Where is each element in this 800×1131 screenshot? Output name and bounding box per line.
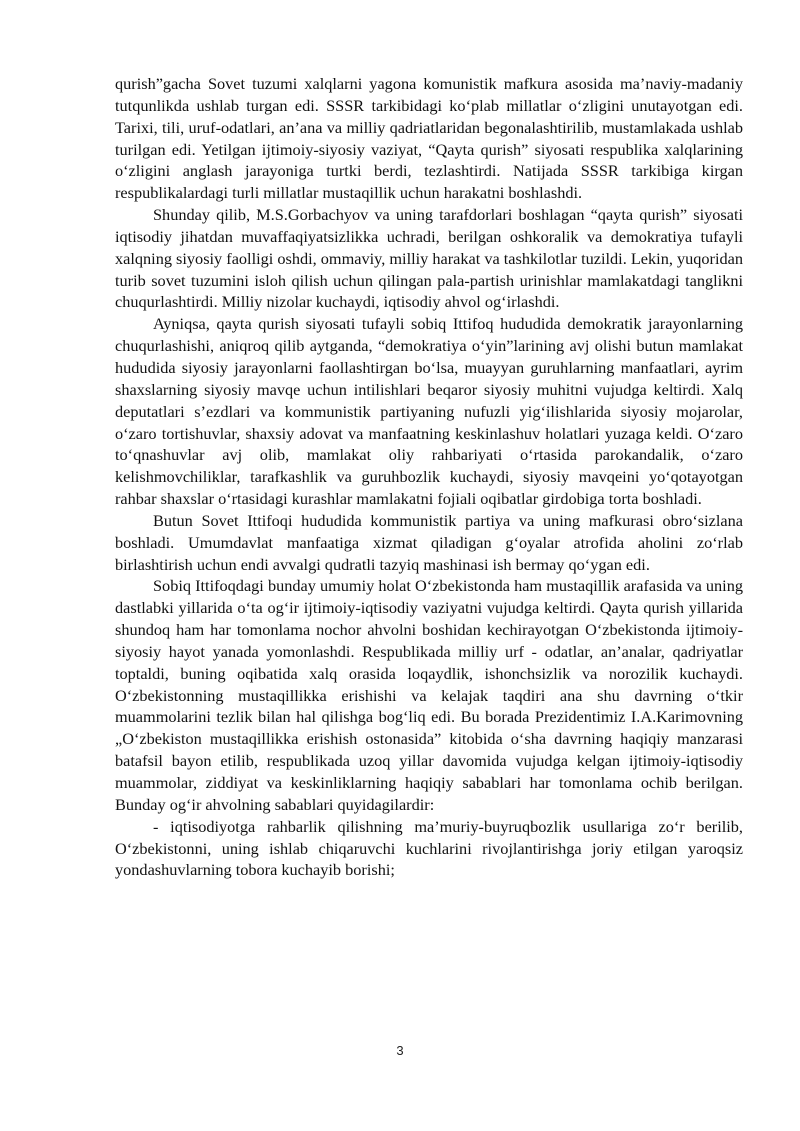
document-body (115, 73, 743, 881)
paragraph-2: Shunday qilib, M.S.Gorbachyov va uning tarafdorlari boshlagan “qayta qurish” siyosati iqtisodiy jihatdan muvaffaqiyatsizlikka uchradi, berilgan oshkoralik va demokratiya tufayli xalqning siyosiy faolligi oshdi, ommaviy, milliy harakat va tashkilotlar tuzildi. Lekin, yuqoridan turib sovet tuzumini isloh qilish uchun qilingan pala-partish urinishlar mamlakatdagi tanglikni chuqurlashtirdi. Milliy nizolar kuchaydi, iqtisodiy ahvol og‘irlashdi. (115, 205, 743, 312)
paragraph-6: - iqtisodiyotga rahbarlik qilishning ma’muriy-buyruqbozlik usullariga zo‘r berilib, O‘zbekistonni, uning ishlab chiqaruvchi kuchlarini rivojlantirishga joriy etilgan yaroqsiz yondashuvlarning tobora kuchayib borishi; (115, 816, 743, 880)
page-number: 3 (396, 1043, 404, 1058)
paragraph-3: Ayniqsa, qayta qurish siyosati tufayli sobiq Ittifoq hududida demokratik jarayonlarning chuqurlashishi, aniqroq qilib aytganda, “demokratiya o‘yin”larining avj olishi butun mamlakat hududida siyosiy jarayonlarni faollashtirgan bo‘lsa, muayyan guruhlarning manfaatlari, ayrim shaxslarning siyosiy mavqe uchun intilishlari beqaror siyosiy muhitni vujudga keltirdi. Xalq deputatlari s’ezdlari va kommunistik partiyaning nufuzli yig‘ilishlarida siyosiy mojarolar, o‘zaro tortishuvlar, shaxsiy adovat va manfaatning keskinlashuv holatlari yuzaga keldi. O‘zaro to‘qnashuvlar avj olib, mamlakat oliy rahbariyati o‘rtasida parokandalik, o‘zaro kelishmovchiliklar, tarafkashlik va guruhbozlik kuchaydi, siyosiy mavqeini yo‘qotayotgan rahbar shaxslar o‘rtasidagi kurashlar mamlakatni fojiali oqibatlar girdobiga torta boshladi. (115, 314, 743, 509)
paragraph-5: Sobiq Ittifoqdagi bunday umumiy holat O‘zbekistonda ham mustaqillik arafasida va uning dastlabki yillarida o‘ta og‘ir ijtimoiy-iqtisodiy vaziyatni vujudga keltirdi. Qayta qurish yillarida shundoq ham har tomonlama nochor ahvolni boshidan kechirayotgan O‘zbekistonda ijtimoiy-siyosiy hayot yanada yomonlashdi. Respublikada milliy urf - odatlar, an’analar, qadriyatlar toptaldi, buning oqibatida xalq orasida loqaydlik, ishonchsizlik va norozilik kuchaydi. O‘zbekistonning mustaqillikka erishishi va kelajak taqdiri ana shu davrning o‘tkir muammolarini tezlik bilan hal qilishga bog‘liq edi. Bu borada Prezidentimiz I.A.Karimovning „O‘zbekiston mustaqillikka erishish ostonasida” kitobida o‘sha davrning haqiqiy manzarasi batafsil bayon etilib, respublikada uzoq yillar davomida vujudga kelgan ijtimoiy-iqtisodiy muammolar, ziddiyat va keskinliklarning haqiqiy sabablari har tomonlama ochib berilgan. Bunday og‘ir ahvolning sabablari quyidagilardir: (115, 576, 743, 814)
paragraph-1: qurish”gacha Sovet tuzumi xalqlarni yagona komunistik mafkura asosida ma’naviy-madaniy tutqunlikda ushlab turgan edi. SSSR tarkibidagi ko‘plab millatlar o‘zligini unutayotgan edi. Tarixi, tili, uruf-odatlari, an’ana va milliy qadriatlaridan begonalashtirilib, mustamlakada ushlab turilgan edi. Yetilgan ijtimoiy-siyosiy vaziyat, “Qayta qurish” siyosati respublika xalqlarining o‘zligini anglash jarayoniga turtki berdi, tezlashtirdi. Natijada SSSR tarkibiga kirgan respublikalardagi turli millatlar mustaqillik uchun harakatni boshlashdi. (115, 74, 743, 203)
paragraph-4: Butun Sovet Ittifoqi hududida kommunistik partiya va uning mafkurasi obro‘sizlana boshladi. Umumdavlat manfaatiga xizmat qiladigan g‘oyalar atrofida aholini zo‘rlab birlashtirish uchun endi avvalgi qudratli tazyiq mashinasi ish bermay qo‘ygan edi. (115, 510, 743, 574)
